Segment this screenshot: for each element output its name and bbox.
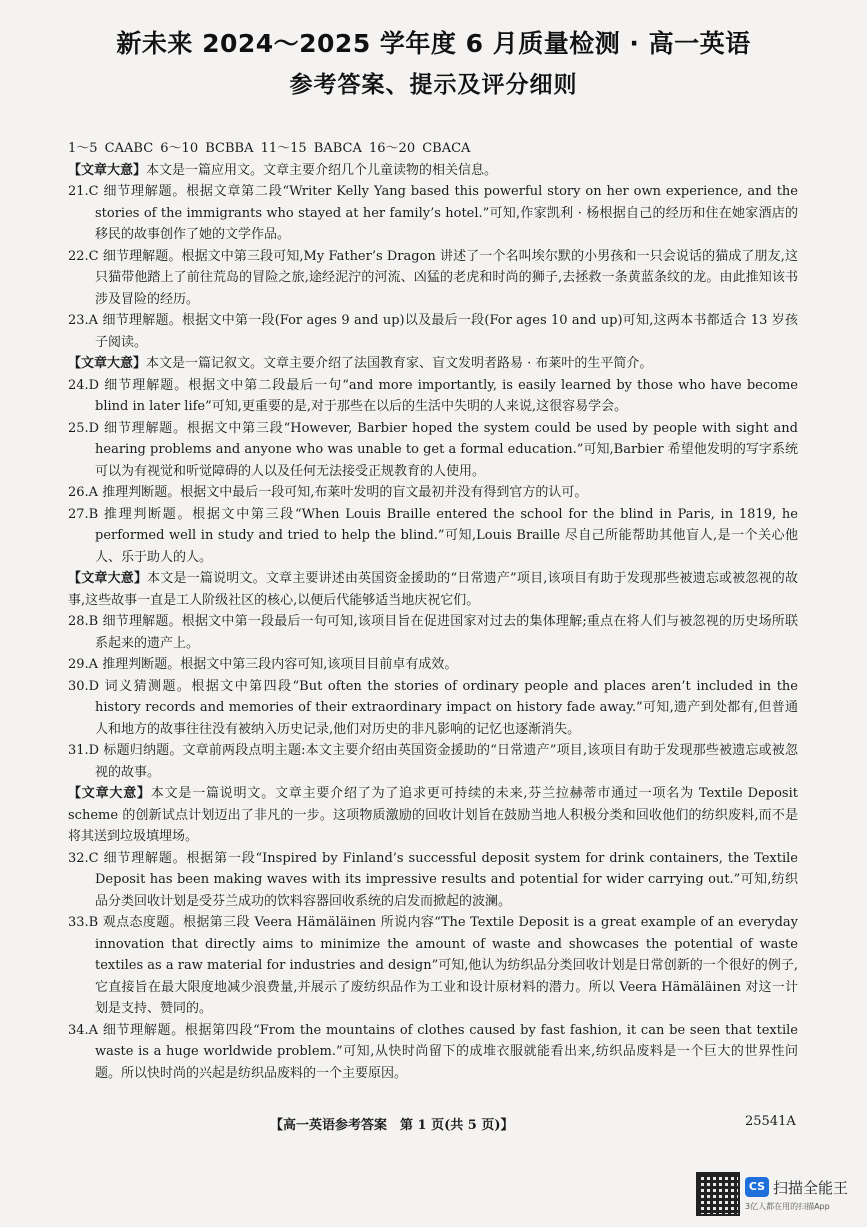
question-explanation: 28.B 细节理解题。根据文中第一段最后一句可知,该项目旨在促进国家对过去的集体理解;重点在将人们与被忽视的历史场所联系起来的遗产上。 [68,614,798,651]
article-summary [68,568,798,611]
question-explanation: 30.D 词义猜测题。根据文中第四段“But often the stories of ordinary people and places aren’t included in the history records and memories of their extraordinary impact on history fade away.”可知,遗产到处都有,但普通人和地方的故事往往没有被纳入历史记录,他们对历史的非凡影响的记忆也逐渐消失。 [68,678,798,737]
summary-text: 本文是一篇说明文。文章主要介绍了为了追求更可持续的未来,芬兰拉赫蒂市通过一项名为 Textile Deposit scheme 的创新试点计划迈出了非凡的一步。这项物质激励的回收计划旨在鼓励当地人积极分类和回收他们的纺织废料,而不是将其送到垃圾填埋场。 [68,786,798,844]
question-explanation: 33.B 观点态度题。根据第三段 Veera Hämäläinen 所说内容“The Textile Deposit is a great example of an everyday innovation that directly aims to minimize the amount of waste and showcases the potential of waste textiles as a raw material for industries and design”可知,他认为纺织品分类回收计划是日常创新的一个很好的例子,它直接旨在最大限度地减少浪费量,并展示了废纺织品作为工业和设计原材料的潜力。所以 Veera Hämäläinen 对这一计划是支持、赞同的。 [68,915,798,1016]
question-explanation: 32.C 细节理解题。根据第一段“Inspired by Finland’s successful deposit system for drink containers, the Textile Deposit has been making waves with its impressive results and potential for wider carrying out.”可知,纺织品分类回收计划是受芬兰成功的饮料容器回收系统的启发而掀起的波澜。 [68,850,798,909]
summary-text: 本文是一篇记叙文。文章主要介绍了法国教育家、盲文发明者路易 · 布莱叶的生平简介。 [146,356,653,371]
qr-code-icon [696,1172,740,1216]
question-explanation: 31.D 标题归纳题。文章前两段点明主题:本文主要介绍由英国资金援助的“日常遗产”项目,该项目有助于发现那些被遗忘或被忽视的故事。 [68,743,798,780]
answer-content [68,138,798,1084]
article-summary [68,353,798,375]
page-subtitle: 参考答案、提示及评分细则 [289,72,578,98]
footer-code: 25541A [745,1114,796,1129]
camscanner-logo-icon: CS [745,1177,769,1197]
explanation-list [68,160,798,1085]
article-summary [68,783,798,848]
question-explanation: 21.C 细节理解题。根据文章第二段“Writer Kelly Yang based this powerful story on her own experience, and the stories of the immigrants who stayed at her family’s hotel.”可知,作家凯利 · 杨根据自己的经历和住在她家酒店的移民的故事创作了她的文学作品。 [68,184,798,242]
page-title: 新未来 2024～2025 学年度 6 月质量检测 · 高一英语 [116,29,751,58]
summary-tag: 【文章大意】 [68,571,148,586]
answer-key-line: 1～5 CAABC 6～10 BCBBA 11～15 BABCA 16～20 CBACA [68,141,471,156]
summary-text: 本文是一篇应用文。文章主要介绍几个儿童读物的相关信息。 [146,162,498,178]
article-summary [68,160,798,182]
question-explanation: 29.A 推理判断题。根据文中第三段内容可知,该项目目前卓有成效。 [68,657,458,672]
question-explanation: 34.A 细节理解题。根据第四段“From the mountains of clothes caused by fast fashion, it can be seen that textile waste is a huge worldwide problem.”可知,从快时尚留下的成堆衣服就能看出来,纺织品废料是一个巨大的世界性问题。所以快时尚的兴起是纺织品废料的一个主要原因。 [68,1022,798,1081]
question-explanation: 25.D 细节理解题。根据文中第三段“However, Barbier hoped the system could be used by people with sight and hearing problems and anyone who was unable to get a formal education.”可知,Barbier 希望他发明的写字系统可以为有视觉和听觉障碍的人以及任何无法接受正规教育的人使用。 [68,420,798,479]
question-explanation: 23.A 细节理解题。根据文中第一段(For ages 9 and up)以及最后一段(For ages 10 and up)可知,这两本书都适合 13 岁孩子阅读。 [68,313,798,350]
summary-text: 本文是一篇说明文。文章主要讲述由英国资金援助的“日常遗产”项目,该项目有助于发现那些被遗忘或被忽视的故事,这些故事一直是工人阶级社区的核心,以便后代能够适当地庆祝它们。 [68,571,798,608]
question-explanation: 27.B 推理判断题。根据文中第三段“When Louis Braille entered the school for the blind in Paris, in 1819, he performed well in study and tried to help the blind.”可知,Louis Braille 尽自己所能帮助其他盲人,是一个关心他人、乐于助人的人。 [68,506,798,565]
question-explanation: 24.D 细节理解题。根据文中第二段最后一句“and more importantly, is easily learned by those who have become blind in later life”可知,更重要的是,对于那些在以后的生活中失明的人来说,这很容易学会。 [68,377,798,414]
summary-tag: 【文章大意】 [68,162,147,178]
scanner-tagline: 3亿人都在用的扫描App [745,1202,830,1211]
question-explanation: 22.C 细节理解题。根据文中第三段可知,My Father’s Dragon 讲述了一个名叫埃尔默的小男孩和一只会说话的猫成了朋友,这只猫带他踏上了前往荒岛的冒险之旅,途经泥泞的河流、凶猛的老虎和时尚的狮子,去拯救一条黄蓝条纹的龙。由此推知该书涉及冒险的经历。 [68,248,798,307]
footer-page-info: 【高一英语参考答案 第 1 页(共 5 页)】 [270,1118,514,1133]
question-explanation: 26.A 推理判断题。根据文中最后一段可知,布莱叶发明的盲文最初并没有得到官方的认可。 [68,485,588,500]
scanner-brand: 扫描全能王 [773,1179,849,1197]
summary-tag: 【文章大意】 [68,786,151,801]
summary-tag: 【文章大意】 [68,356,147,371]
